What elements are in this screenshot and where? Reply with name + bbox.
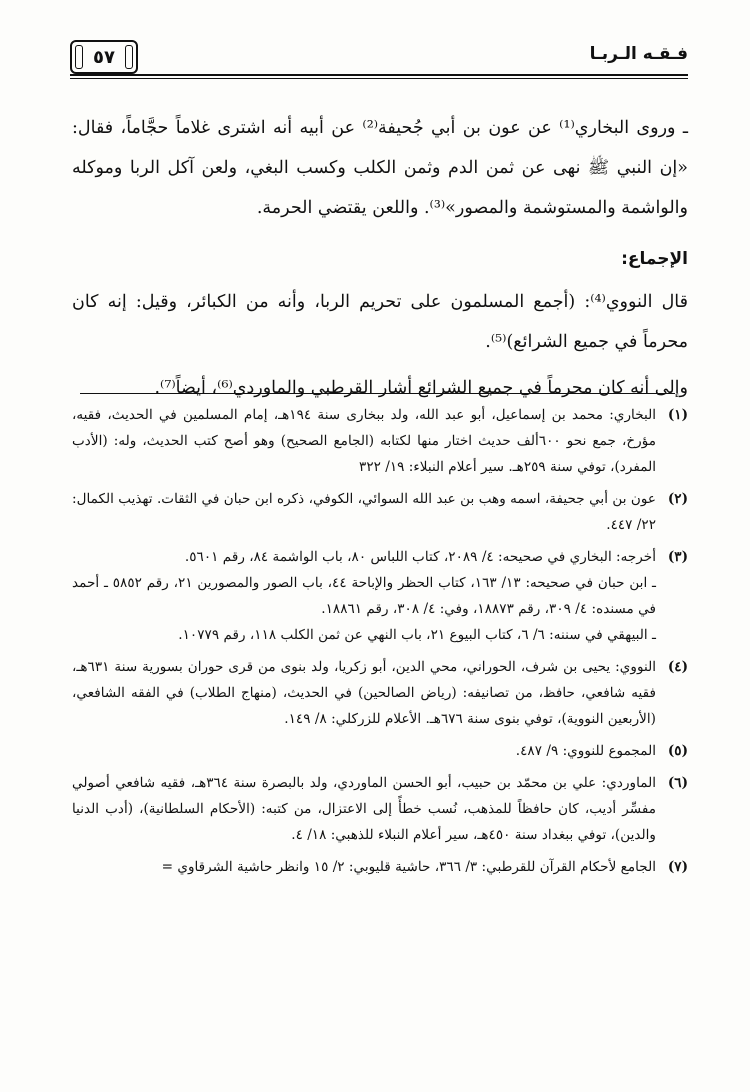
footnote-5 <box>72 738 688 764</box>
footnote-separator <box>80 393 675 394</box>
main-text <box>72 108 688 408</box>
footnote-1 <box>72 402 688 480</box>
footnote-number: (٤) <box>667 659 688 675</box>
footnote-7 <box>72 854 688 880</box>
footnote-text: عون بن أبي جحيفة، اسمه وهب بن عبد الله السوائي، الكوفي، ذكره ابن حبان في الثقات. تهذيب الكمال: ٢٢/ ٤٤٧. <box>72 491 656 533</box>
footnote-text: الجامع لأحكام القرآن للقرطبي: ٣/ ٣٦٦، حاشية قليوبي: ٢/ ١٥ وانظر حاشية الشرقاوي = <box>161 859 656 875</box>
footnote-text: الماوردي: علي بن محمّد بن حبيب، أبو الحسن الماوردي، ولد بالبصرة سنة ٣٦٤هـ، فقيه شافعي أصولي مفسِّر أديب، كان حافظاً للمذهب، نُسب خطأً إلى الاعتزال، من كتبه: (الأحكام السلطانية)، (أدب الدنيا والدين)، توفي ببغداد سنة ٤٥٠هـ، سير أعلام النبلاء للذهبي: ١٨/ ٤. <box>72 775 656 843</box>
footnote-text: النووي: يحيى بن شرف، الحوراني، محي الدين، أبو زكريا، ولد بنوى من قرى حوران بسورية سنة ٦٣١هـ، فقيه شافعي، حافظ، من تصانيفه: (رياض الصالحين) في الحديث، (منهاج الطلاب) في الفقه الشافعي، (الأربعين النووية)، توفي بنوى سنة ٦٧٦هـ. الأعلام للزركلي: ٨/ ١٤٩. <box>72 659 656 727</box>
footnote-text: المجموع للنووي: ٩/ ٤٨٧. <box>515 743 656 759</box>
footnote-text: البخاري: محمد بن إسماعيل، أبو عبد الله، ولد ببخارى سنة ١٩٤هـ، إمام المسلمين في الحديث، فقيه، مؤرخ، جمع نحو ٦٠٠ألف حديث اختار منها لكتابه (الجامع الصحيح) وهو أصح كتب الحديث، وله: (الأدب المفرد)، توفي سنة ٢٥٩هـ. سير أعلام النبلاء: ١٩/ ٣٢٢ <box>72 407 657 475</box>
running-title: فـقـه الـربـا <box>589 44 688 64</box>
footnote-text: ـ ابن حبان في صحيحه: ١٣/ ١٦٣، كتاب الحظر والإباحة ٤٤، باب الصور والمصورين ٢١، رقم ٥٨٥٢ ـ أحمد في مسنده: ٤/ ٣٠٩، رقم ١٨٨٧٣، وفي: ٤/ ٣٠٨، رقم ١٨٨٦١. <box>72 575 656 617</box>
footnote-number: (٦) <box>667 775 688 791</box>
footnotes <box>72 402 688 886</box>
paragraph-bukhari-hadith: ـ وروى البخاري⁽¹⁾ عن عون بن أبي جُحيفة⁽²⁾ عن أبيه أنه اشترى غلاماً حجَّاماً، فقال: «إن النبي ﷺ نهى عن ثمن الدم وثمن الكلب وكسب البغي، ولعن آكل الربا وموكله والواشمة والمستوشمة والمصور»⁽³⁾. واللعن يقتضي الحرمة. <box>72 118 688 218</box>
paragraph-nawawi-quote: قال النووي⁽⁴⁾: (أجمع المسلمون على تحريم الربا، وأنه من الكبائر، وقيل: إنه كان محرماً في جميع الشرائع)⁽⁵⁾. <box>72 292 688 352</box>
footnote-number: (٧) <box>667 859 688 875</box>
header-rule-thin <box>70 78 688 79</box>
paragraph-qurtubi-mawardi: وإلى أنه كان محرماً في جميع الشرائع أشار القرطبي والماوردي⁽⁶⁾، أيضاً⁽⁷⁾. <box>154 378 688 398</box>
page-header <box>70 40 688 80</box>
footnote-text: ـ البيهقي في سننه: ٦/ ٦، كتاب البيوع ٢١، باب النهي عن ثمن الكلب ١١٨، رقم ١٠٧٧٩. <box>178 627 656 643</box>
footnote-3 <box>72 544 688 648</box>
footnote-2 <box>72 486 688 538</box>
footnote-number: (٣) <box>667 549 688 565</box>
header-rule <box>70 74 688 76</box>
page-number: ٥٧ <box>70 40 138 74</box>
footnote-number: (٢) <box>667 491 688 507</box>
footnote-text: أخرجه: البخاري في صحيحه: ٤/ ٢٠٨٩، كتاب اللباس ٨٠، باب الواشمة ٨٤، رقم ٥٦٠١. <box>184 549 656 565</box>
footnote-number: (٥) <box>667 743 688 759</box>
footnote-6 <box>72 770 688 848</box>
section-heading-ijma: الإجماع: <box>621 249 688 269</box>
footnote-4 <box>72 654 688 732</box>
footnote-number: (١) <box>667 407 688 423</box>
